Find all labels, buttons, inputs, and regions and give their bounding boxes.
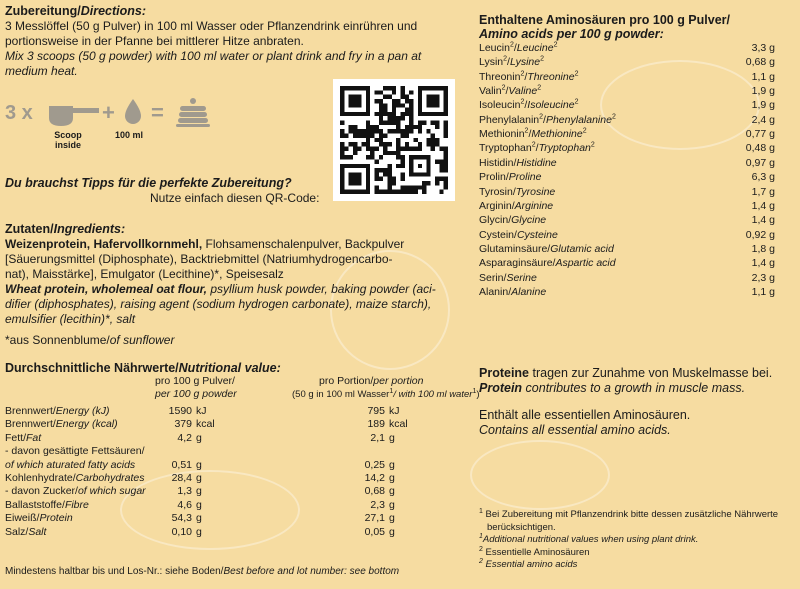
amino-name-en: Alanine [511, 285, 547, 298]
amino-label: Glutaminsäure/Glutamic acid [479, 242, 614, 255]
amino-value: 3,3 g [751, 42, 775, 54]
ingredients-de-text: Flohsamenschalenpulver, Backpulver [202, 237, 405, 251]
amino-value: 1,4 g [751, 257, 775, 270]
amino-sup: 2 [611, 113, 616, 121]
nutrition-row [5, 418, 425, 431]
amino-row [479, 243, 775, 257]
nutrition-label-de: Fett/ [5, 431, 27, 444]
qr-code[interactable] [333, 79, 455, 201]
protein-claim [479, 366, 789, 438]
amino-sup: 2 [582, 127, 587, 135]
nutrition-label-en: Protein [39, 512, 73, 525]
nutrition-value-per-100g: 1,3 [177, 485, 192, 498]
amino-table [479, 42, 775, 302]
amino-row [479, 42, 775, 56]
amino-label: Valin$^2$/Valine$^2$ [479, 84, 542, 98]
amino-label: Serin/Serine [479, 271, 537, 284]
amino-label: Phenylalanin$^2$/Phenylalanine$^2$ [479, 113, 616, 126]
amino-label: Isoleucin$^2$/Isoleucine$^2$ [479, 98, 579, 112]
amino-name-en: Aspartic acid [555, 257, 616, 270]
amino-value: 1,1 g [751, 70, 775, 83]
amino-label: Tryptophan$^2$/Tryptophan$^2$ [479, 141, 595, 155]
preparation-heading [5, 4, 465, 19]
amino-row [479, 272, 775, 286]
nutrition-label [5, 445, 145, 457]
nutrition-col2-header-en: per portion [373, 375, 424, 387]
amino-label: Lysin$^2$/Lysine$^2$ [479, 55, 545, 69]
amino-heading [479, 13, 730, 41]
nutrition-value-per-100g: 1590 [168, 405, 192, 417]
best-before-note [5, 566, 399, 578]
nutrition-value-per-100g: 0,10 [171, 525, 192, 538]
water-drop-icon [123, 98, 143, 131]
amino-name-de: Valin [479, 85, 502, 98]
pictogram-count: 3 x [5, 102, 33, 124]
nutrition-row [5, 445, 425, 458]
preparation-text-de: 3 Messlöffel (50 g Pulver) in 100 ml Wasser oder Pflanzendrink einrühren und [5, 19, 418, 33]
amino-sup: 2 [509, 41, 514, 49]
amino-name-en: Glycine [511, 214, 547, 227]
nutrition-value-per-100g: 4,6 [177, 498, 192, 511]
preparation-section [5, 4, 465, 79]
amino-value: 1,4 g [751, 199, 775, 212]
amino-value: 1,9 g [751, 99, 775, 112]
amino-row [479, 257, 775, 271]
amino-row [479, 85, 775, 99]
amino-name-de: Leucin [479, 42, 510, 54]
footnote-1-de: Bei Zubereitung mit Pflanzendrink bitte dessen zusätzliche Nährwerte [482, 509, 779, 520]
nutrition-label-de: Ballaststoffe/ [5, 498, 65, 511]
amino-row [479, 186, 775, 200]
nutrition-heading-en: Nutritional value: [178, 361, 281, 375]
amino-value: 1,8 g [751, 242, 775, 255]
nutrition-label-de: Salz/ [5, 525, 29, 538]
amino-sup: 2 [520, 70, 525, 78]
scoop-label: Scoop [54, 130, 82, 140]
amino-name-en: Arginine [514, 199, 554, 212]
ingredients-de-text-2: [Säuerungsmittel (Diphosphate), Backtriebmittel (Natriumhydrogencarbo- [5, 252, 393, 266]
amino-name-en: Threonine [527, 70, 575, 83]
nutrition-value-per-portion: 0,05 [364, 525, 385, 538]
amino-value: 1,9 g [751, 85, 775, 98]
footnote-1 [479, 509, 789, 522]
water-label: 100 ml [115, 130, 144, 140]
nutrition-label-en: Fat [26, 431, 42, 444]
amino-label: Asparaginsäure/Aspartic acid [479, 257, 616, 270]
amino-value: 0,97 g [745, 156, 775, 169]
amino-row [479, 56, 775, 70]
nutrition-col1-header: pro 100 g Pulver/ [155, 375, 235, 387]
ingredients-footnote [5, 333, 470, 348]
nutrition-value-per-portion: 0,25 [364, 458, 385, 471]
footnote-2-en: Essential amino acids [482, 559, 578, 570]
ingredients-en-bold: Wheat protein, wholemeal oat flour, [5, 282, 208, 296]
amino-value: 1,4 g [751, 214, 775, 227]
amino-name-de: Cystein [479, 228, 515, 241]
amino-label: Threonin$^2$/Threonine$^2$ [479, 70, 579, 83]
amino-value: 0,77 g [745, 128, 775, 141]
nutrition-value-per-100g: 4,2 [177, 431, 192, 444]
protein-claim-de-text: tragen zur Zunahme von Muskelmasse bei. [529, 366, 773, 380]
amino-row [479, 171, 775, 185]
nutrition-unit-per-100g: kJ [196, 405, 207, 417]
nutrition-label [5, 512, 73, 524]
amino-sup: 2 [574, 98, 579, 106]
amino-name-de: Arginin [479, 199, 512, 212]
nutrition-row [5, 432, 425, 445]
nutrition-label [5, 432, 41, 444]
nutrition-row [5, 459, 425, 472]
nutrition-label-de: Kohlenhydrate/ [5, 472, 76, 484]
ingredients-text-de [5, 237, 470, 252]
footnote-2-en-sup: 2 [479, 557, 483, 565]
tips-question: Du brauchst Tipps für die perfekte Zubereitung? [5, 176, 292, 190]
footnotes [479, 509, 789, 572]
amino-value: 1,7 g [751, 185, 775, 198]
amino-name-de: Tyrosin [479, 185, 513, 198]
amino-label: Leucin$^2$/Leucine$^2$ [479, 41, 558, 54]
amino-name-de: Threonin [479, 70, 521, 83]
nutrition-label-de: Brennwert/ [5, 418, 56, 431]
amino-row [479, 142, 775, 156]
plus-sign: + [102, 100, 115, 125]
amino-name-en: Serine [506, 271, 537, 284]
nutrition-col2-subheader [292, 388, 480, 401]
ingredients-section [5, 222, 470, 348]
nutrition-value-per-100g: 28,4 [171, 472, 192, 484]
amino-sup: 2 [574, 70, 579, 78]
amino-sup: 2 [501, 84, 506, 92]
preparation-text-en-2: medium heat. [5, 64, 78, 78]
nutrition-value-per-portion: 795 [367, 405, 385, 417]
ingredients-heading-en: Ingredients: [53, 222, 126, 236]
footnote-1-de-2: berücksichtigen. [487, 521, 556, 533]
nutrition-label-de: Brennwert/ [5, 405, 56, 417]
nutrition-col2-sub-b: / with 100 ml water [393, 389, 473, 400]
ingredients-footnote-de: *aus Sonnenblume/ [5, 333, 110, 347]
amino-value: 2,4 g [751, 113, 775, 126]
amino-sup: 2 [539, 113, 544, 121]
nutrition-value-per-portion: 189 [367, 418, 385, 431]
amino-heading-en: Amino acids per 100 g powder: [479, 27, 664, 41]
amino-name-en: Tryptophan [538, 142, 591, 155]
nutrition-unit-per-portion: kJ [389, 405, 400, 417]
amino-name-en: Methionine [531, 128, 583, 141]
essential-amino-de: Enthält alle essentiellen Aminosäuren. [479, 408, 691, 422]
preparation-pictogram [5, 96, 225, 156]
amino-sup: 2 [531, 141, 536, 149]
ingredients-en-text: psyllium husk powder, baking powder (aci- [207, 282, 436, 296]
nutrition-unit-per-100g: g [196, 512, 202, 525]
amino-value: 6,3 g [751, 171, 775, 184]
amino-row [479, 157, 775, 171]
nutrition-unit-per-100g: g [196, 472, 202, 484]
nutrition-label [5, 418, 118, 430]
nutrition-label-en: Carbohydrates [75, 472, 145, 484]
amino-sup: 2 [553, 41, 558, 49]
footnote-2-de: Essentielle Aminosäuren [482, 546, 590, 558]
amino-name-de: Methionin [479, 128, 525, 141]
best-before-de: Mindestens haltbar bis und Los-Nr.: siehe Boden/ [5, 566, 224, 577]
nutrition-value-per-100g: 0,51 [171, 458, 192, 471]
preparation-text-de-2: portionsweise in der Pfanne bei mittlerer Hitze anbraten. [5, 34, 304, 48]
nutrition-unit-per-portion: g [389, 485, 395, 498]
nutrition-value-per-portion: 27,1 [364, 512, 385, 525]
amino-name-de: Glycin [479, 214, 509, 227]
amino-name-de: Lysin [479, 56, 504, 69]
amino-row [479, 99, 775, 113]
essential-amino-en: Contains all essential amino acids. [479, 423, 671, 437]
nutrition-unit-per-portion: g [389, 458, 395, 471]
nutrition-value-per-100g: 379 [174, 418, 192, 431]
nutrition-col1-header-en: per 100 g powder [155, 388, 237, 400]
nutrition-label [5, 405, 109, 417]
nutrition-unit-per-portion: g [389, 431, 395, 444]
background-doodle [470, 440, 610, 510]
nutrition-value-per-portion: 14,2 [364, 472, 385, 484]
nutrition-label-de: - davon Zucker/ [5, 485, 78, 498]
nutrition-row [5, 405, 425, 418]
nutrition-label [5, 472, 145, 484]
nutrition-col2-header-de: pro Portion/ [319, 375, 374, 387]
ingredients-de-bold: Weizenprotein, Hafervollkornmehl, [5, 237, 203, 251]
amino-sup: 2 [540, 55, 545, 63]
amino-row [479, 286, 775, 300]
qr-code-image[interactable] [340, 86, 448, 194]
footnote-1-sup: 1 [479, 507, 483, 515]
amino-row [479, 229, 775, 243]
nutrition-table-header [0, 374, 480, 404]
nutrition-label [5, 526, 46, 538]
amino-name-en: Leucine [516, 42, 554, 54]
tips-hint: Nutze einfach diesen QR-Code: [150, 191, 320, 205]
amino-label: Methionin$^2$/Methionine$^2$ [479, 127, 587, 141]
amino-sup: 2 [520, 98, 525, 106]
nutrition-unit-per-100g: g [196, 498, 202, 511]
footnote-1-en-line [479, 534, 789, 547]
footnote-2 [479, 547, 789, 560]
amino-name-en: Proline [508, 171, 542, 184]
amino-name-en: Phenylalanine [545, 113, 612, 126]
nutrition-row [5, 485, 425, 498]
amino-value: 0,48 g [745, 142, 775, 155]
amino-name-de: Phenylalanin [479, 113, 540, 126]
amino-name-de: Glutaminsäure [479, 242, 548, 255]
amino-name-en: Isoleucine [527, 99, 575, 112]
nutrition-col2-sup-1: 1 [389, 387, 394, 395]
nutrition-row [5, 499, 425, 512]
nutrition-label-en: Fibre [64, 498, 89, 511]
nutrition-row [5, 512, 425, 525]
ingredients-heading-de: Zutaten/ [5, 222, 54, 236]
nutrition-value-per-portion: 2,1 [370, 431, 385, 444]
pancake-stack-icon [175, 96, 211, 135]
nutrition-unit-per-portion: g [389, 512, 395, 525]
preparation-text-en: Mix 3 scoops (50 g powder) with 100 ml water or plant drink and fry in a pan at [5, 49, 422, 63]
amino-value: 1,1 g [751, 285, 775, 298]
nutrition-row [5, 526, 425, 539]
amino-value: 2,3 g [751, 271, 775, 284]
nutrition-unit-per-100g: kcal [196, 418, 215, 431]
amino-label: Prolin/Proline [479, 171, 542, 184]
ingredients-en-text-2: difier (diphosphates), raising agent (sodium hydrogen carbonate), maize starch), [5, 297, 432, 311]
amino-name-en: Cysteine [516, 228, 558, 241]
amino-row [479, 200, 775, 214]
footnote-1-en: Additional nutritional values when using plant drink. [482, 534, 699, 545]
nutrition-col2-sub-c: ) [476, 389, 480, 400]
nutrition-unit-per-portion: g [389, 472, 395, 484]
amino-name-de: Asparaginsäure [479, 257, 553, 270]
nutrition-unit-per-100g: g [196, 431, 202, 444]
best-before-en: Best before and lot number: see bottom [223, 566, 400, 577]
nutrition-unit-per-100g: g [196, 525, 202, 538]
nutrition-row [5, 472, 425, 485]
amino-label: Tyrosin/Tyrosine [479, 185, 556, 198]
amino-name-de: Serin [479, 271, 504, 284]
footnote-2-sup: 2 [479, 545, 483, 553]
nutrition-unit-per-portion: kcal [389, 418, 408, 431]
amino-heading-de: Enthaltene Aminosäuren pro 100 g Pulver/ [479, 13, 730, 27]
protein-claim-de-bold: Proteine [479, 366, 530, 380]
nutrition-unit-per-100g: g [196, 458, 202, 471]
amino-row [479, 214, 775, 228]
nutrition-label-en: of which aturated fatty acids [5, 458, 136, 471]
amino-sup: 2 [537, 84, 542, 92]
amino-row [479, 71, 775, 85]
nutrition-label [5, 459, 135, 471]
nutrition-label-en: Salt [28, 525, 47, 538]
amino-name-de: Isoleucin [479, 99, 521, 112]
nutrition-col2-sub-a: (50 g in 100 ml Wasser [292, 389, 390, 400]
amino-name-en: Tyrosine [515, 185, 556, 198]
amino-value: 0,92 g [745, 228, 775, 241]
preparation-heading-de: Zubereitung/ [5, 4, 81, 18]
ingredients-en-text-3: emulsifier (lecithin)*, salt [5, 312, 136, 326]
protein-claim-de [479, 366, 789, 381]
protein-claim-en [479, 381, 789, 396]
amino-sup: 2 [590, 141, 595, 149]
amino-name-de: Histidin [479, 156, 514, 169]
nutrition-col2-header [319, 375, 423, 388]
amino-row [479, 114, 775, 128]
nutrition-value-per-portion: 2,3 [370, 498, 385, 511]
amino-sup: 2 [503, 55, 508, 63]
ingredients-heading [5, 222, 470, 237]
amino-label: Histidin/Histidine [479, 156, 557, 169]
amino-label: Cystein/Cysteine [479, 228, 558, 241]
amino-label: Arginin/Arginine [479, 199, 554, 212]
amino-label: Glycin/Glycine [479, 214, 547, 227]
amino-sup: 2 [524, 127, 529, 135]
nutrition-label-de: - davon gesättigte Fettsäuren/ [5, 445, 145, 458]
amino-name-en: Lysine [509, 56, 541, 69]
footnote-2-en-line [479, 559, 789, 572]
nutrition-unit-per-100g: g [196, 485, 202, 498]
amino-row [479, 128, 775, 142]
amino-name-en: Glutamic acid [550, 242, 614, 255]
preparation-heading-en: Directions: [80, 4, 146, 18]
amino-value: 0,68 g [745, 56, 775, 69]
nutrition-heading-de: Durchschnittliche Nährwerte/ [5, 361, 179, 375]
nutrition-table [5, 405, 425, 545]
amino-name-en: Valine [508, 85, 538, 98]
ingredients-footnote-en: of sunflower [109, 333, 175, 347]
ingredients-text-en [5, 282, 470, 297]
nutrition-label-en: Energy (kJ) [55, 405, 110, 417]
nutrition-value-per-portion: 0,68 [364, 485, 385, 498]
nutrition-label [5, 485, 146, 497]
nutrition-label-en: of which sugar [77, 485, 146, 498]
amino-name-de: Prolin [479, 171, 506, 184]
nutrition-label [5, 499, 89, 511]
protein-claim-en-text: contributes to a growth in muscle mass. [522, 381, 746, 395]
amino-name-de: Alanin [479, 285, 509, 298]
nutrition-unit-per-portion: g [389, 525, 395, 538]
nutrition-col2-sup-2: 1 [472, 387, 477, 395]
scoop-label-2: inside [54, 140, 81, 150]
amino-label: Alanin/Alanine [479, 285, 547, 298]
nutrition-value-per-100g: 54,3 [171, 512, 192, 525]
amino-name-en: Histidine [516, 156, 557, 169]
footnote-1-en-sup: 1 [479, 532, 483, 540]
equals-sign: = [151, 100, 164, 125]
nutrition-label-de: Eiweiß/ [5, 512, 40, 525]
amino-name-de: Tryptophan [479, 142, 532, 155]
protein-claim-en-bold: Protein [479, 381, 523, 395]
nutrition-unit-per-portion: g [389, 498, 395, 511]
ingredients-de-text-3: nat), Maisstärke], Emulgator (Lecithine)*, Speisesalz [5, 267, 284, 281]
nutrition-label-en: Energy (kcal) [55, 418, 118, 431]
